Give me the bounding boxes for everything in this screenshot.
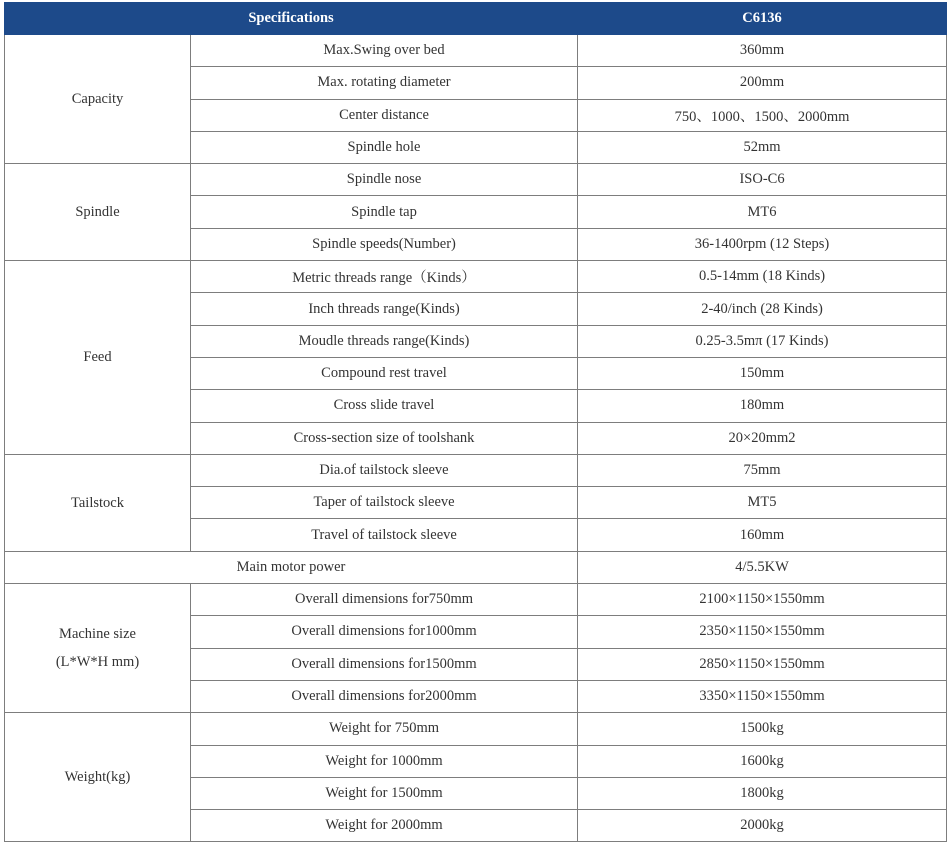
header-specifications: Specifications [5, 3, 578, 35]
spec-name: Metric threads range（Kinds） [191, 261, 578, 293]
table-row [5, 164, 947, 196]
spec-value-motor: 4/5.5KW [578, 551, 947, 583]
category-machine-size-line1: Machine size [59, 626, 136, 643]
spec-value: MT6 [578, 196, 947, 228]
spec-name: Center distance [191, 99, 578, 131]
spec-name: Weight for 1500mm [191, 777, 578, 809]
category-weight: Weight(kg) [5, 713, 191, 842]
spec-value: 750、1000、1500、2000mm [578, 99, 947, 131]
spec-value: 36-1400rpm (12 Steps) [578, 228, 947, 260]
spec-name: Spindle hole [191, 131, 578, 163]
table-row [5, 584, 947, 616]
table-row [5, 261, 947, 293]
spec-value: 2-40/inch (28 Kinds) [578, 293, 947, 325]
spec-name: Taper of tailstock sleeve [191, 487, 578, 519]
table-row [5, 551, 947, 583]
category-spindle: Spindle [5, 164, 191, 261]
spec-value: 20×20mm2 [578, 422, 947, 454]
spec-name: Cross slide travel [191, 390, 578, 422]
spec-name: Cross-section size of toolshank [191, 422, 578, 454]
header-row [5, 3, 947, 35]
table-row [5, 35, 947, 67]
spec-value: 1800kg [578, 777, 947, 809]
spec-name-motor: Main motor power [5, 551, 578, 583]
spec-name: Travel of tailstock sleeve [191, 519, 578, 551]
spec-name: Max. rotating diameter [191, 67, 578, 99]
spec-value: 0.25-3.5mπ (17 Kinds) [578, 325, 947, 357]
spec-value: 150mm [578, 357, 947, 389]
table-row [5, 713, 947, 745]
spec-name: Overall dimensions for2000mm [191, 680, 578, 712]
spec-name: Max.Swing over bed [191, 35, 578, 67]
spec-value: 2350×1150×1550mm [578, 616, 947, 648]
spec-value: 360mm [578, 35, 947, 67]
table-row [5, 454, 947, 486]
category-machine-size [5, 584, 191, 713]
spec-name: Overall dimensions for750mm [191, 584, 578, 616]
spec-value: 2100×1150×1550mm [578, 584, 947, 616]
spec-value: 180mm [578, 390, 947, 422]
header-model: C6136 [578, 3, 947, 35]
spec-name: Spindle speeds(Number) [191, 228, 578, 260]
spec-value: 0.5-14mm (18 Kinds) [578, 261, 947, 293]
category-tailstock: Tailstock [5, 454, 191, 551]
spec-value: 2000kg [578, 810, 947, 842]
spec-value: 1500kg [578, 713, 947, 745]
category-capacity: Capacity [5, 35, 191, 164]
spec-value: 160mm [578, 519, 947, 551]
spec-name: Dia.of tailstock sleeve [191, 454, 578, 486]
spec-name: Weight for 750mm [191, 713, 578, 745]
spec-name: Weight for 2000mm [191, 810, 578, 842]
spec-name: Weight for 1000mm [191, 745, 578, 777]
category-machine-size-line2: (L*W*H mm) [55, 654, 140, 671]
spec-table [4, 2, 947, 842]
spec-value: 52mm [578, 131, 947, 163]
category-feed: Feed [5, 261, 191, 455]
spec-name: Compound rest travel [191, 357, 578, 389]
spec-name: Spindle tap [191, 196, 578, 228]
spec-name: Moudle threads range(Kinds) [191, 325, 578, 357]
spec-name: Overall dimensions for1500mm [191, 648, 578, 680]
spec-name: Overall dimensions for1000mm [191, 616, 578, 648]
spec-name: Inch threads range(Kinds) [191, 293, 578, 325]
spec-value: ISO-C6 [578, 164, 947, 196]
spec-value: 75mm [578, 454, 947, 486]
spec-value: 3350×1150×1550mm [578, 680, 947, 712]
spec-name: Spindle nose [191, 164, 578, 196]
spec-value: 200mm [578, 67, 947, 99]
spec-value: 2850×1150×1550mm [578, 648, 947, 680]
spec-value: MT5 [578, 487, 947, 519]
spec-value: 1600kg [578, 745, 947, 777]
